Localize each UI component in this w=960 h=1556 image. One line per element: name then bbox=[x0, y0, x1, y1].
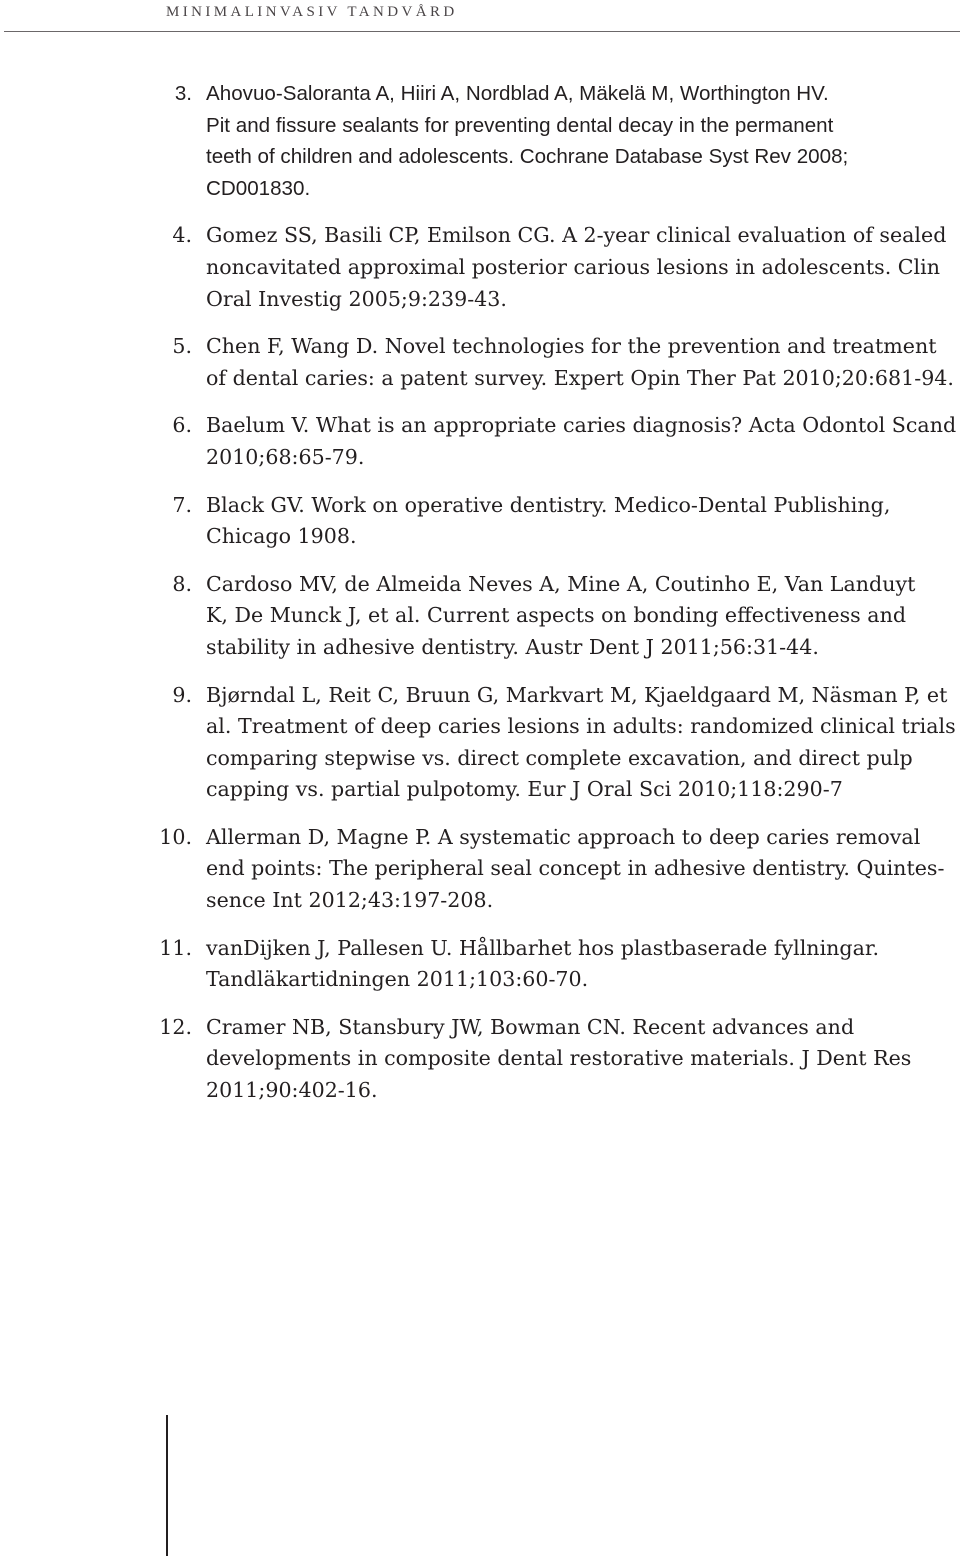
reference-number: 12. bbox=[159, 1014, 192, 1039]
reference-line: Bjørndal L, Reit C, Bruun G, Markvart M, Kjaeldgaard M, Näsman P, et bbox=[206, 682, 948, 707]
reference-line: al. Treatment of deep caries lesions in adults: randomized clinical trials bbox=[206, 714, 956, 739]
reference-text bbox=[206, 933, 906, 996]
reference-line: Ahovuo-Saloranta A, Hiiri A, Nordblad A, Mäkelä M, Worthington HV. bbox=[206, 82, 829, 105]
reference-line: Cramer NB, Stansbury JW, Bowman CN. Recent advances and bbox=[206, 1014, 855, 1039]
reference-number: 6. bbox=[172, 413, 192, 438]
reference-line: Cardoso MV, de Almeida Neves A, Mine A, Coutinho E, Van Landuyt bbox=[206, 571, 916, 596]
reference-text bbox=[206, 680, 956, 806]
reference-list bbox=[0, 78, 960, 1123]
reference-text bbox=[206, 822, 945, 917]
reference-line: teeth of children and adolescents. Cochrane Database Syst Rev 2008; bbox=[206, 145, 849, 169]
reference-line: Oral Investig 2005;9:239-43. bbox=[206, 286, 507, 311]
reference-text bbox=[206, 490, 906, 553]
reference-text bbox=[206, 569, 916, 664]
reference-line: Chicago 1908. bbox=[206, 524, 357, 549]
reference-line: CD001830. bbox=[206, 176, 311, 200]
reference-item bbox=[0, 680, 960, 806]
reference-line: vanDijken J, Pallesen U. Hållbarhet hos plastbaserade fyllningar. bbox=[206, 935, 880, 960]
reference-line: Allerman D, Magne P. A systematic approach to deep caries removal bbox=[206, 824, 921, 849]
margin-rule bbox=[166, 1415, 168, 1556]
reference-line: end points: The peripheral seal concept in adhesive dentistry. Quintes- bbox=[206, 856, 945, 881]
reference-line: Gomez SS, Basili CP, Emilson CG. A 2-year clinical evaluation of sealed bbox=[206, 223, 947, 248]
reference-line: of dental caries: a patent survey. Expert Opin Ther Pat 2010;20:681-94. bbox=[206, 365, 954, 390]
reference-line: Chen F, Wang D. Novel technologies for the prevention and treatment bbox=[206, 334, 937, 359]
reference-text bbox=[206, 1012, 912, 1107]
reference-line: 2011;90:402-16. bbox=[206, 1078, 378, 1103]
reference-line: K, De Munck J, et al. Current aspects on bonding effectiveness and bbox=[206, 603, 907, 628]
reference-number: 4. bbox=[172, 223, 192, 248]
reference-line: stability in adhesive dentistry. Austr Dent J 2011;56:31-44. bbox=[206, 634, 819, 659]
reference-line: 2010;68:65-79. bbox=[206, 444, 365, 469]
reference-line: comparing stepwise vs. direct complete excavation, and direct pulp bbox=[206, 745, 913, 770]
reference-item bbox=[0, 490, 960, 553]
reference-item bbox=[0, 410, 960, 473]
reference-item bbox=[0, 933, 960, 996]
reference-item bbox=[0, 331, 960, 394]
reference-number: 9. bbox=[172, 682, 192, 707]
header-divider bbox=[4, 31, 960, 32]
reference-line: sence Int 2012;43:197-208. bbox=[206, 888, 494, 913]
reference-item bbox=[0, 1012, 960, 1107]
reference-item bbox=[0, 220, 960, 315]
reference-line: Tandläkartidningen 2011;103:60-70. bbox=[206, 967, 589, 992]
reference-line: Black GV. Work on operative dentistry. Medico-Dental Publishing, bbox=[206, 492, 891, 517]
reference-line: noncavitated approximal posterior carious lesions in adolescents. Clin bbox=[206, 254, 940, 279]
reference-number: 8. bbox=[172, 571, 192, 596]
reference-number: 7. bbox=[172, 492, 192, 517]
reference-line: developments in composite dental restorative materials. J Dent Res bbox=[206, 1046, 912, 1071]
reference-number: 3. bbox=[174, 82, 192, 105]
reference-number: 11. bbox=[159, 935, 192, 960]
reference-line: Baelum V. What is an appropriate caries diagnosis? Acta Odontol Scand bbox=[206, 413, 957, 438]
reference-line: Pit and fissure sealants for preventing dental decay in the permanent bbox=[206, 113, 834, 137]
reference-item bbox=[0, 569, 960, 664]
reference-text bbox=[206, 78, 906, 204]
reference-text bbox=[206, 410, 957, 473]
reference-text bbox=[206, 331, 954, 394]
reference-text bbox=[206, 220, 947, 315]
running-header: MINIMALINVASIV TANDVÅRD bbox=[166, 4, 458, 20]
reference-number: 10. bbox=[159, 824, 192, 849]
reference-item bbox=[0, 822, 960, 917]
reference-line: capping vs. partial pulpotomy. Eur J Oral Sci 2010;118:290-7 bbox=[206, 777, 843, 802]
reference-item bbox=[0, 78, 960, 204]
reference-number: 5. bbox=[172, 334, 192, 359]
